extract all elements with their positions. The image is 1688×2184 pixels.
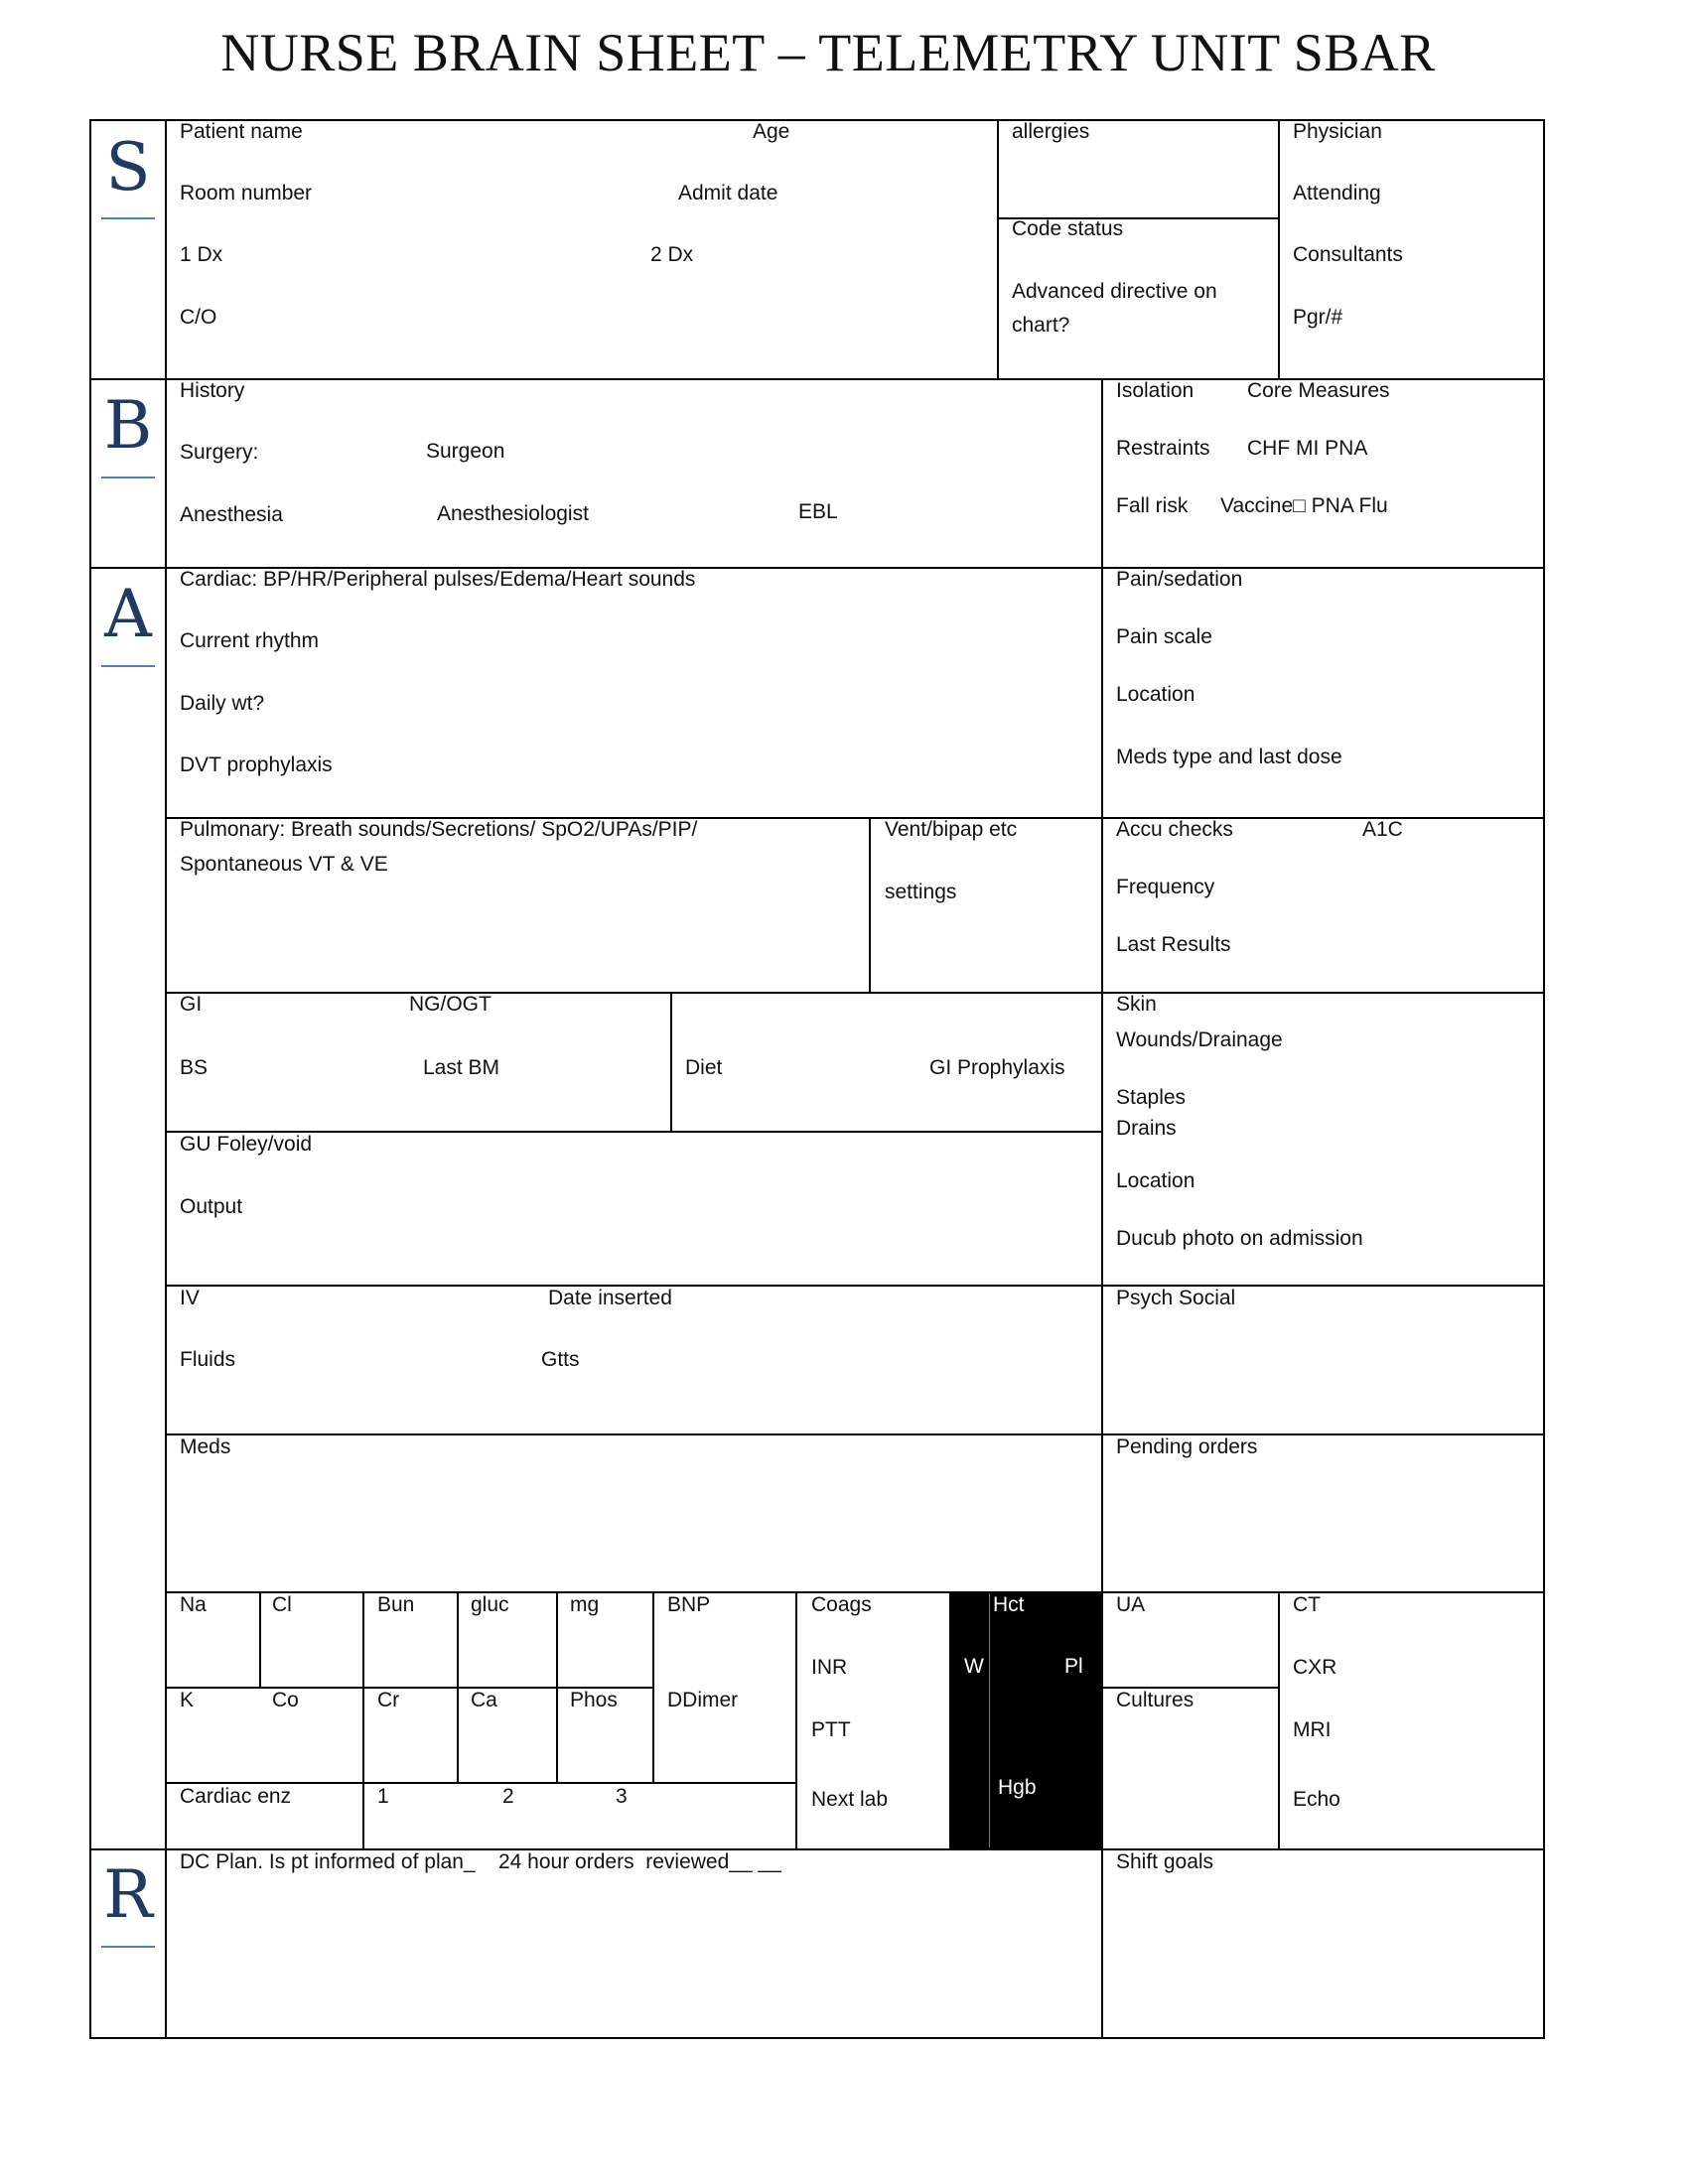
bowel-sounds-field[interactable]: BS bbox=[180, 1056, 209, 1079]
pain-location-field[interactable]: Location bbox=[1116, 683, 1196, 706]
iv-date-inserted-field[interactable]: Date inserted bbox=[548, 1287, 672, 1309]
lab-mg[interactable]: mg bbox=[570, 1593, 600, 1616]
iv-field[interactable]: IV bbox=[180, 1287, 200, 1309]
section-underline bbox=[101, 477, 155, 478]
patient-name-field[interactable]: Patient name bbox=[180, 120, 303, 143]
grid-line bbox=[259, 1591, 261, 1688]
drains-field[interactable]: Drains bbox=[1116, 1117, 1177, 1140]
accu-frequency-field[interactable]: Frequency bbox=[1116, 876, 1215, 898]
grid-line bbox=[1543, 119, 1545, 2039]
lab-k[interactable]: K bbox=[180, 1689, 195, 1711]
isolation-field[interactable]: Isolation bbox=[1116, 379, 1195, 402]
gu-field[interactable]: GU Foley/void bbox=[180, 1133, 313, 1156]
grid-line bbox=[165, 1285, 1545, 1287]
lab-ct[interactable]: CT bbox=[1293, 1593, 1321, 1616]
meds-field[interactable]: Meds bbox=[180, 1435, 231, 1458]
output-field[interactable]: Output bbox=[180, 1195, 243, 1218]
accu-checks-field[interactable]: Accu checks bbox=[1116, 818, 1233, 841]
fluids-field[interactable]: Fluids bbox=[180, 1348, 236, 1371]
vaccine-field[interactable]: Vaccine□ PNA Flu bbox=[1220, 494, 1388, 517]
lab-bun[interactable]: Bun bbox=[377, 1593, 415, 1616]
section-underline bbox=[101, 665, 155, 667]
lab-gluc[interactable]: gluc bbox=[471, 1593, 509, 1616]
pending-orders-field[interactable]: Pending orders bbox=[1116, 1435, 1258, 1458]
lab-cultures[interactable]: Cultures bbox=[1116, 1689, 1195, 1711]
lab-platelets[interactable]: Pl bbox=[1064, 1655, 1083, 1678]
last-bm-field[interactable]: Last BM bbox=[423, 1056, 500, 1079]
dc-plan-field[interactable]: DC Plan. Is pt informed of plan_ 24 hour orders reviewed__ __ bbox=[180, 1850, 781, 1873]
section-letter-a: A bbox=[104, 576, 152, 652]
age-field[interactable]: Age bbox=[753, 120, 790, 143]
lab-next-lab[interactable]: Next lab bbox=[811, 1788, 889, 1811]
lab-cl[interactable]: Cl bbox=[272, 1593, 292, 1616]
lab-cardiac-enz-2[interactable]: 2 bbox=[502, 1785, 514, 1808]
physician-field[interactable]: Physician bbox=[1293, 120, 1382, 143]
history-field[interactable]: History bbox=[180, 379, 245, 402]
advanced-directive-field[interactable]: Advanced directive on bbox=[1012, 280, 1217, 303]
pulmonary-field-line2: Spontaneous VT & VE bbox=[180, 853, 388, 876]
primary-dx-field[interactable]: 1 Dx bbox=[180, 243, 223, 266]
lab-na[interactable]: Na bbox=[180, 1593, 207, 1616]
page-title: NURSE BRAIN SHEET – TELEMETRY UNIT SBAR bbox=[220, 23, 1436, 82]
gi-field[interactable]: GI bbox=[180, 993, 203, 1016]
dvt-prophylaxis-field[interactable]: DVT prophylaxis bbox=[180, 753, 333, 776]
ebl-field[interactable]: EBL bbox=[798, 500, 838, 523]
chief-complaint-field[interactable]: C/O bbox=[180, 306, 217, 329]
ng-ogt-field[interactable]: NG/OGT bbox=[409, 993, 492, 1016]
lab-bnp[interactable]: BNP bbox=[667, 1593, 711, 1616]
gi-prophylaxis-field[interactable]: GI Prophylaxis bbox=[929, 1056, 1065, 1079]
diet-field[interactable]: Diet bbox=[685, 1056, 723, 1079]
surgeon-field[interactable]: Surgeon bbox=[426, 440, 505, 463]
pager-field[interactable]: Pgr/# bbox=[1293, 306, 1343, 329]
current-rhythm-field[interactable]: Current rhythm bbox=[180, 629, 320, 652]
fall-risk-field[interactable]: Fall risk bbox=[1116, 494, 1189, 517]
staples-field[interactable]: Staples bbox=[1116, 1086, 1187, 1109]
psych-social-field[interactable]: Psych Social bbox=[1116, 1287, 1236, 1309]
vent-settings-field[interactable]: settings bbox=[885, 881, 957, 903]
shift-goals-field[interactable]: Shift goals bbox=[1116, 1850, 1214, 1873]
attending-field[interactable]: Attending bbox=[1293, 182, 1381, 205]
cbc-divider bbox=[989, 1593, 990, 1847]
a1c-field[interactable]: A1C bbox=[1362, 818, 1403, 841]
grid-line bbox=[652, 1591, 654, 1784]
skin-location-field[interactable]: Location bbox=[1116, 1169, 1196, 1192]
anesthesiologist-field[interactable]: Anesthesiologist bbox=[437, 502, 589, 525]
allergies-field[interactable]: allergies bbox=[1012, 120, 1090, 143]
pulmonary-field[interactable]: Pulmonary: Breath sounds/Secretions/ SpO2/UPAs/PIP/ bbox=[180, 818, 698, 841]
lab-ddimer[interactable]: DDimer bbox=[667, 1689, 739, 1711]
skin-field[interactable]: Skin bbox=[1116, 993, 1157, 1016]
lab-phos[interactable]: Phos bbox=[570, 1689, 618, 1711]
lab-wbc[interactable]: W bbox=[964, 1655, 984, 1678]
grid-line bbox=[1278, 1591, 1280, 1849]
grid-line bbox=[997, 119, 999, 379]
advanced-directive-field-line2: chart? bbox=[1012, 314, 1070, 337]
decubitus-photo-field[interactable]: Ducub photo on admission bbox=[1116, 1227, 1363, 1250]
grid-line bbox=[1278, 119, 1280, 379]
lab-echo[interactable]: Echo bbox=[1293, 1788, 1340, 1811]
grid-line bbox=[165, 1433, 1545, 1435]
grid-line bbox=[869, 817, 871, 993]
lab-cardiac-enz-1[interactable]: 1 bbox=[377, 1785, 389, 1808]
section-letter-s: S bbox=[105, 129, 151, 205]
pain-scale-field[interactable]: Pain scale bbox=[1116, 625, 1212, 648]
admit-date-field[interactable]: Admit date bbox=[678, 182, 778, 205]
pain-sedation-field[interactable]: Pain/sedation bbox=[1116, 568, 1243, 591]
wounds-drainage-field[interactable]: Wounds/Drainage bbox=[1116, 1028, 1283, 1051]
lab-hgb[interactable]: Hgb bbox=[998, 1776, 1037, 1799]
consultants-field[interactable]: Consultants bbox=[1293, 243, 1403, 266]
lab-cardiac-enzymes[interactable]: Cardiac enz bbox=[180, 1785, 292, 1808]
grid-line bbox=[795, 1591, 797, 1849]
last-results-field[interactable]: Last Results bbox=[1116, 933, 1231, 956]
core-measures-field[interactable]: Core Measures bbox=[1247, 379, 1390, 402]
lab-mri[interactable]: MRI bbox=[1293, 1718, 1332, 1741]
lab-ua[interactable]: UA bbox=[1116, 1593, 1146, 1616]
lab-ptt[interactable]: PTT bbox=[811, 1718, 851, 1741]
surgery-field[interactable]: Surgery: bbox=[180, 441, 259, 464]
section-letter-r: R bbox=[103, 1856, 153, 1933]
section-underline bbox=[101, 1946, 155, 1948]
gtts-field[interactable]: Gtts bbox=[541, 1348, 580, 1371]
lab-cardiac-enz-3[interactable]: 3 bbox=[616, 1785, 628, 1808]
lab-coags[interactable]: Coags bbox=[811, 1593, 872, 1616]
cardiac-field[interactable]: Cardiac: BP/HR/Peripheral pulses/Edema/Heart sounds bbox=[180, 568, 696, 591]
room-number-field[interactable]: Room number bbox=[180, 182, 313, 205]
code-status-field[interactable]: Code status bbox=[1012, 217, 1124, 240]
lab-cr[interactable]: Cr bbox=[377, 1689, 400, 1711]
lab-co[interactable]: Co bbox=[272, 1689, 299, 1711]
meds-last-dose-field[interactable]: Meds type and last dose bbox=[1116, 746, 1342, 768]
grid-line bbox=[89, 2037, 1545, 2039]
cbc-fishbone-block bbox=[949, 1591, 1102, 1849]
secondary-dx-field[interactable]: 2 Dx bbox=[650, 243, 694, 266]
anesthesia-field[interactable]: Anesthesia bbox=[180, 503, 283, 526]
daily-weight-field[interactable]: Daily wt? bbox=[180, 692, 265, 715]
lab-cxr[interactable]: CXR bbox=[1293, 1656, 1337, 1679]
core-measures-options[interactable]: CHF MI PNA bbox=[1247, 437, 1368, 460]
vent-bipap-field[interactable]: Vent/bipap etc bbox=[885, 818, 1018, 841]
lab-inr[interactable]: INR bbox=[811, 1656, 848, 1679]
grid-line bbox=[362, 1591, 364, 1849]
section-underline bbox=[101, 217, 155, 219]
restraints-field[interactable]: Restraints bbox=[1116, 437, 1210, 460]
lab-hct[interactable]: Hct bbox=[993, 1593, 1025, 1616]
section-letter-b: B bbox=[103, 387, 153, 464]
grid-line bbox=[165, 992, 1545, 994]
lab-ca[interactable]: Ca bbox=[471, 1689, 497, 1711]
grid-line bbox=[670, 992, 672, 1132]
